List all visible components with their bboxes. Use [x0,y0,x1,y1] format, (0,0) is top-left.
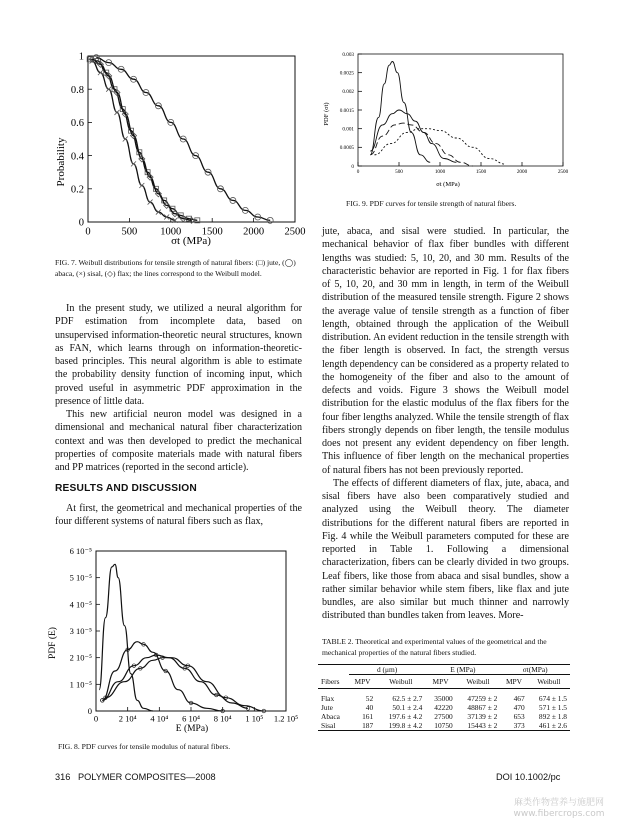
fig9-xlabel: σt (MPa) [436,181,460,188]
x-tick-label: 0 [85,226,91,238]
y-tick-label: 1 10⁻⁵ [69,679,92,690]
table-cell: 40 [365,702,374,712]
series-line [102,642,222,711]
table-cell: 461 ± 2.6 [528,721,570,731]
section-heading: RESULTS AND DISCUSSION [55,483,197,494]
x-tick-label: 1000 [160,226,182,238]
data-point [123,137,128,142]
fig7-xlabel: σt (MPa) [171,235,211,247]
watermark [500,798,618,820]
series-line [92,61,175,220]
fig9-ylabel: PDF (σt) [323,102,330,126]
y-tick-label: 0 [78,217,84,229]
x-tick-label: 1 10⁵ [245,713,264,724]
table-cell: 42220 [434,702,453,712]
data-point [139,183,144,188]
y-tick-label: 5 10⁻⁵ [69,572,92,583]
table-cell: 35000 [434,693,453,703]
table2-caption: TABLE 2. Theoretical and experimental values of the geometrical and the mechanical properties of the natural fibers studied. [322,637,547,657]
series-line [99,564,153,711]
x-tick-label: 2500 [284,226,306,238]
x-tick-label: 1.2 10⁵ [273,713,299,724]
table-cell: Jute [321,702,333,712]
y-tick-label: 6 10⁻⁵ [69,545,92,556]
table-cell: 47259 ± 2 [467,693,498,703]
table-cell: Abaca [321,711,340,721]
y-tick-label: 0.6 [70,118,84,130]
x-tick-label: 8 10⁴ [213,713,232,724]
paragraph: jute, abaca, and sisal were studied. In particular, the mechanical behavior of flax fiber bundles with different lengths was studied: 5, 10, 20, and 30 mm. Results of the characteristic behavior are reported in Fig. 1 for flax fibers of 5, 10, 20, and 30 mm in length, in term of the Weibull distribution of the measured tensile strength. Figure 2 shows the average value of tensile strength as a function of fiber length, obtained through the application of the Weibull distribution. An evident reduction in the tensile strength with the fiber length is observed. In fact, the strength versus length dependency can be considered as a property related to the homogeneity of the fiber and also to the amount of defects and voids. Figure 3 shows the Weibull model distribution for the elastic modulus of the flax fibers for the four fiber lengths analyzed. While the tensile strength of flax fibers strongly depends on fiber length, the tensile modulus does not present any evident dependency on fiber length. This influence of fiber length on the mechanical properties of natural fibers has not been previously reported. [322,226,569,476]
series-line [370,110,456,162]
y-tick-label: 0 [87,705,92,716]
table-col-header: Weibull [376,675,425,689]
x-tick-label: 1500 [201,226,223,238]
table-cell: 892 ± 1.8 [538,711,567,721]
table-cell: 187 [349,721,376,731]
table-cell: 470 [513,702,525,712]
x-tick-label: 1000 [434,169,446,176]
table-cell: 10750 [425,721,455,731]
x-tick-label: 0 [356,169,360,176]
fig8-xlabel: E (MPa) [175,724,209,734]
y-tick-label: 2 10⁻⁵ [69,652,92,663]
series-line [370,62,430,163]
x-tick-label: 2500 [557,169,569,176]
series-line [96,58,270,221]
table-col-header: MPV [425,675,455,689]
table-col-header: MPV [349,675,376,689]
table-cell: 674 ± 1.5 [538,693,567,703]
y-tick-label: 0.0005 [339,145,354,152]
y-tick-label: 0.2 [70,184,84,196]
table-row [318,703,570,712]
fig8-chart [42,537,306,737]
y-tick-label: 4 10⁻⁵ [69,599,92,610]
x-tick-label: 6 10⁴ [182,713,200,724]
y-tick-label: 0.002 [342,89,354,96]
table-cell: 161 [362,711,374,721]
x-tick-label: 4 10⁴ [150,713,169,724]
footer-left: 316 POLYMER COMPOSITES—2008 [55,772,216,782]
table-row [318,694,570,703]
paragraph: The effects of different diameters of flax, jute, abaca, and sisal fibers have also been comparatively studied and analyzed using the Weibull theory. The diameter distributions for the different natural fibers are reported in Fig. 4 while the Weibull parameters computed for these are reported in Table 1. Following a dimensional characterization, fibers can be clearly divided in two groups. Leaf fibers, like those from abaca and sisal bundles, show a rather similar behavior while stem fibers, like flax and jute bundles, are also similar but much thinner and narrowly distributed than bundles taken from leaves. More- [322,477,569,622]
y-tick-label: 0.8 [70,84,84,96]
x-tick-label: 500 [395,169,403,176]
paragraph: At first, the geometrical and mechanical properties of the four different systems of natural fibers such as flax, [55,503,302,528]
data-point [114,110,119,115]
y-tick-label: 3 10⁻⁵ [69,625,92,636]
series-line [370,123,473,166]
y-tick-label: 0.0025 [339,70,354,77]
paragraph: In the present study, we utilized a neural algorithm for PDF estimation from incomplete data, based on unsupervised information-theoretic neural structures, known as FAN, which learns through on information-theoretic-based principles. This neural algorithm is able to estimate the probability density function of incoming input, which proved useful in asymmetric PDF approximation in the presence of little data. [55,303,302,407]
x-tick-label: 2 10⁴ [118,713,137,724]
fig9-caption: FIG. 9. PDF curves for tensile strength of natural fibers. [346,199,517,208]
x-tick-label: 2000 [243,226,265,238]
fig8-frame [96,551,286,711]
table-cell: 653 [513,711,525,721]
x-tick-label: 2000 [516,169,528,176]
table-group-header: E (MPa) [425,665,500,675]
table-cell: 15443 ± 2 [456,721,501,731]
table-cell: 37139 ± 2 [467,711,498,721]
table-cell: 50.1 ± 2.4 [392,702,423,712]
fig7-caption: FIG. 7. Weibull distributions for tensile strength of natural fibers: (□) jute, (◯) abaca, (×) sisal, (◇) flax; the lines correspond to the Weibull model. [55,258,296,278]
table-cell: Sisal [318,721,349,731]
paragraph: This new artificial neuron model was designed in a dimensional and mechanical natural fiber characterization context and was then developed to predict the mechanical properties of composite materials made with natural fibers and PP matrices (reported in the second article). [55,409,302,473]
data-point [148,200,153,205]
data-point [98,70,103,75]
table-row [318,712,570,721]
table-cell: 52 [365,693,374,703]
fig9-frame [358,54,563,166]
watermark-line: www.fibercrops.com [513,809,605,819]
y-tick-label: 1 [78,51,84,63]
x-tick-label: 1500 [475,169,487,176]
fig7-frame [88,56,295,222]
table-cell: 373 [500,721,527,731]
table-group-header: σt(MPa) [500,665,570,675]
left-column-text [55,302,302,474]
table-cell: 199.8 ± 4.2 [376,721,425,731]
y-tick-label: 0 [351,163,354,170]
table-cell: 27500 [434,711,453,721]
table-cell: 48867 ± 2 [467,702,498,712]
x-tick-label: 500 [121,226,138,238]
x-tick-label: 0 [93,713,99,724]
table-cell: 467 [513,693,525,703]
y-tick-label: 0.4 [70,151,84,163]
table-cell: 197.6 ± 4.2 [388,711,423,721]
footer-right: DOI 10.1002/pc [496,772,561,782]
table-col-header: Fibers [318,675,349,689]
fig7-ylabel: Probability [55,137,67,187]
y-tick-label: 0.001 [342,126,354,133]
fig9-chart [318,46,578,198]
y-tick-label: 0.0015 [339,107,354,114]
table2 [318,664,570,731]
data-point [106,87,111,92]
fig8-ylabel: PDF (E) [48,627,58,659]
y-tick-label: 0.003 [342,51,354,58]
series-line [92,59,191,220]
table-cell: 571 ± 1.5 [538,702,567,712]
left-column-text-2 [55,502,302,529]
table-cell: Flax [321,693,335,703]
table-col-header: MPV [500,675,527,689]
table-group-header: d (μm) [349,665,426,675]
table-cell: 62.5 ± 2.7 [392,693,423,703]
watermark-line: 麻类作物营养与施肥网 [513,798,604,808]
right-column-text [322,225,569,623]
table-col-header: Weibull [456,675,501,689]
fig8-caption: FIG. 8. PDF curves for tensile modulus of natural fibers. [58,742,231,751]
data-point [131,161,136,166]
table-row [318,721,570,731]
table-col-header: Weibull [528,675,570,689]
fig7-chart [50,42,310,264]
